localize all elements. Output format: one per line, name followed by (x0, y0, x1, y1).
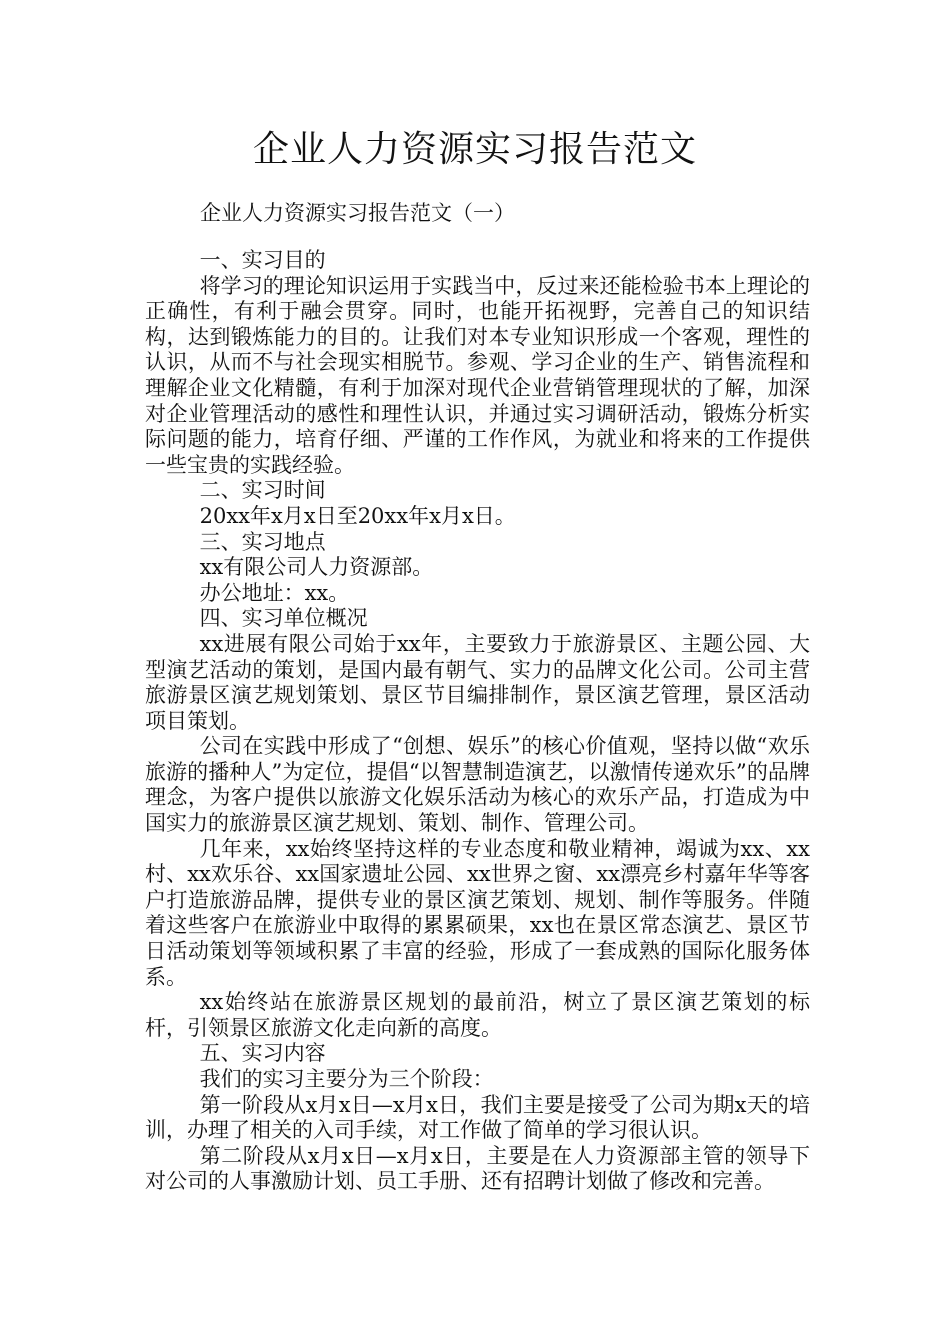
section-heading-location: 三、实习地点 (199, 529, 326, 554)
paragraph-company-history: 几年来，xx始终坚持这样的专业态度和敬业精神，竭诚为xx、xx村、xx欢乐谷、xx国家遗址公园、xx世界之窗、xx漂亮乡村嘉年华等客户打造旅游品牌，提供专业的景区演艺策划、规划、制作等服务。伴随着这些客户在旅游业中取得的累累硕果，xx也在景区常态演艺、景区节日活动策划等领域积累了丰富的经验，形成了一套成熟的国际化服务体系。 (145, 836, 810, 989)
paragraph-stage-two: 第二阶段从x月x日—x月x日，主要是在人力资源部主管的领导下对公司的人事激励计划、员工手册、还有招聘计划做了修改和完善。 (145, 1143, 810, 1194)
paragraph-purpose: 将学习的理论知识运用于实践当中，反过来还能检验书本上理论的正确性，有利于融会贯穿。同时，也能开拓视野，完善自己的知识结构，达到锻炼能力的目的。让我们对本专业知识形成一个客观，理性的认识，从而不与社会现实相脱节。参观、学习企业的生产、销售流程和理解企业文化精髓，有利于加深对现代企业营销管理现状的了解，加深对企业管理活动的感性和理性认识，并通过实习调研活动，锻炼分析实际问题的能力，培育仔细、严谨的工作作风，为就业和将来的工作提供一些宝贵的实践经验。 (145, 273, 810, 477)
section-heading-time: 二、实习时间 (199, 478, 326, 503)
paragraph-company-intro: xx进展有限公司始于xx年，主要致力于旅游景区、主题公园、大型演艺活动的策划，是国内最有朝气、实力的品牌文化公司。公司主营旅游景区演艺规划策划、景区节目编排制作，景区演艺管理，景区活动项目策划。 (145, 631, 810, 733)
section-heading-purpose: 一、实习目的 (199, 248, 326, 272)
paragraph-location: xx有限公司人力资源部。 (199, 555, 434, 580)
document-subtitle: 企业人力资源实习报告范文（一） (200, 201, 515, 225)
section-heading-company: 四、实习单位概况 (199, 606, 368, 631)
document-title: 企业人力资源实习报告范文 (252, 129, 697, 170)
paragraph-stages-intro: 我们的实习主要分为三个阶段： (199, 1067, 494, 1091)
document-body (145, 248, 810, 1195)
paragraph-stage-one: 第一阶段从x月x日—x月x日，我们主要是接受了公司为期x天的培训，办理了相关的入司手续，对工作做了简单的学习很认识。 (145, 1092, 810, 1143)
section-heading-content: 五、实习内容 (199, 1041, 326, 1066)
paragraph-address: 办公地址：xx。 (199, 580, 350, 605)
paragraph-company-values: 公司在实践中形成了“创想、娱乐”的核心价值观，坚持以做“欢乐旅游的播种人”为定位，提倡“以智慧制造演艺，以激情传递欢乐”的品牌理念，为客户提供以旅游文化娱乐活动为核心的欢乐产品，打造成为中国实力的旅游景区演艺规划、策划、制作、管理公司。 (145, 734, 810, 836)
paragraph-company-position: xx始终站在旅游景区规划的最前沿，树立了景区演艺策划的标杆，引领景区旅游文化走向新的高度。 (145, 990, 810, 1040)
paragraph-time: 20xx年x月x日至20xx年x月x日。 (199, 503, 516, 528)
